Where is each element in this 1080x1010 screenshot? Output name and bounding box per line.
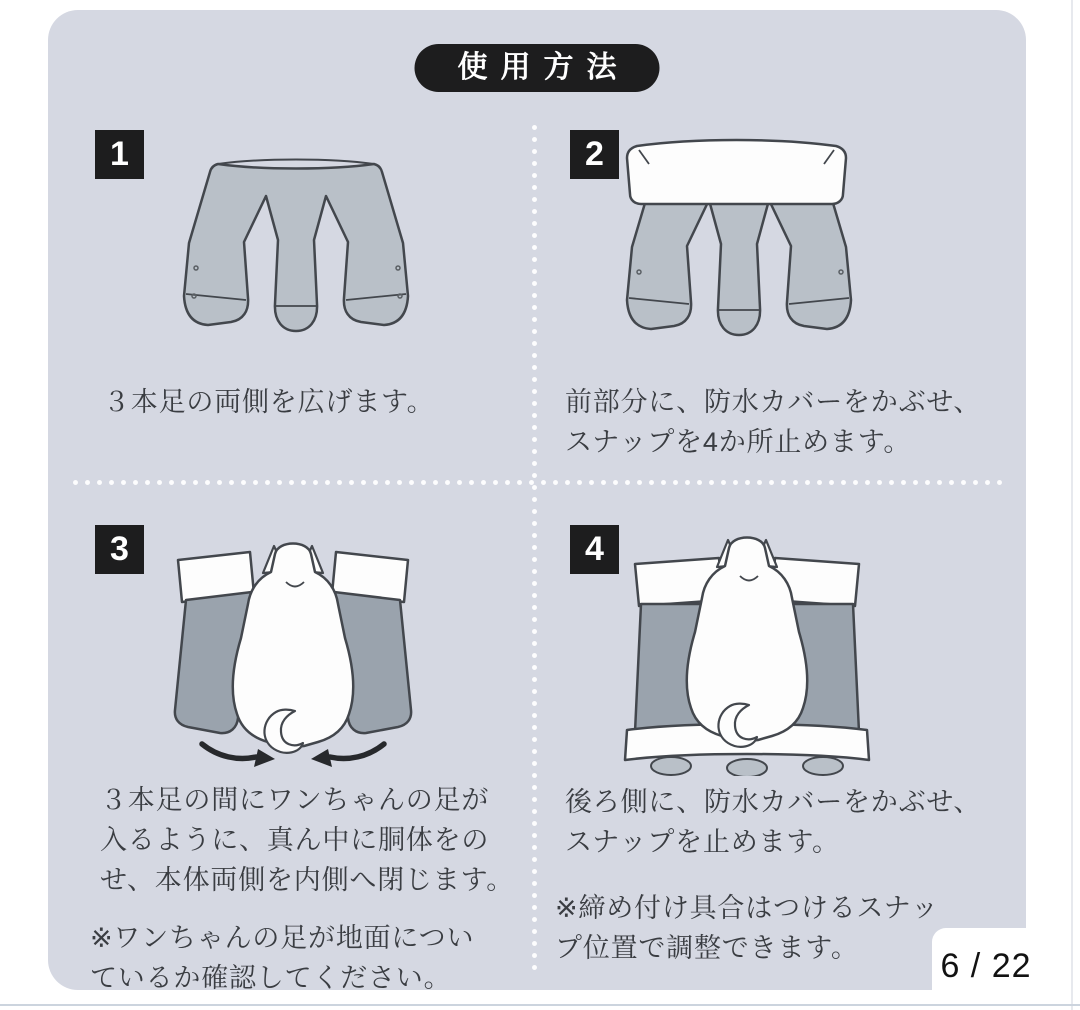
bottom-edge-hairline xyxy=(0,1004,1080,1006)
dog-placement-illustration xyxy=(148,538,438,773)
caption-line: ３本足の間にワンちゃんの足が xyxy=(100,785,490,815)
note-line: プ位置で調整できます。 xyxy=(555,933,859,963)
caption-line: せ、本体両側を内側へ閉じます。 xyxy=(100,865,515,895)
step-2-section xyxy=(537,120,1026,483)
note-line: ているか確認してください。 xyxy=(90,963,452,993)
instruction-panel xyxy=(48,10,1026,993)
step-4-section xyxy=(537,488,1026,970)
step-2-caption xyxy=(565,382,981,462)
three-leg-base-illustration xyxy=(156,148,431,358)
note-line: ※ワンちゃんの足が地面につい xyxy=(90,923,475,953)
rear-cover-svg xyxy=(607,536,887,776)
step-4-caption xyxy=(565,782,981,862)
step-3-section xyxy=(48,488,533,993)
caption-line: スナップを4か所止めます。 xyxy=(565,427,912,457)
front-cover-illustration xyxy=(599,138,874,358)
step-3-note xyxy=(90,918,474,998)
caption-line: スナップを止めます。 xyxy=(565,827,840,857)
step-1-caption xyxy=(103,382,434,422)
step-1-number-badge: 1 xyxy=(95,130,144,179)
photo-pager-indicator: 6 / 22 xyxy=(932,928,1080,1005)
dog-placement-svg xyxy=(148,538,438,768)
right-edge-hairline xyxy=(1071,0,1073,1010)
step-3-number-badge: 3 xyxy=(95,525,144,574)
caption-line: 前部分に、防水カバーをかぶせ、 xyxy=(565,387,982,417)
rear-cover-illustration xyxy=(607,536,887,781)
note-line: ※締め付け具合はつけるスナッ xyxy=(555,893,939,923)
step-4-number-badge: 4 xyxy=(570,525,619,574)
three-leg-base-svg xyxy=(156,148,431,353)
caption-line: 後ろ側に、防水カバーをかぶせ、 xyxy=(565,787,982,817)
caption-line: 入るように、真ん中に胴体をの xyxy=(100,825,490,855)
step-3-caption xyxy=(100,780,514,900)
front-cover-svg xyxy=(599,138,874,353)
step-4-note xyxy=(555,888,939,968)
step-2-number-badge: 2 xyxy=(570,130,619,179)
step-1-section xyxy=(48,120,533,483)
caption-line: ３本足の両側を広げます。 xyxy=(103,387,435,417)
page-title: 使用方法 xyxy=(415,44,660,92)
